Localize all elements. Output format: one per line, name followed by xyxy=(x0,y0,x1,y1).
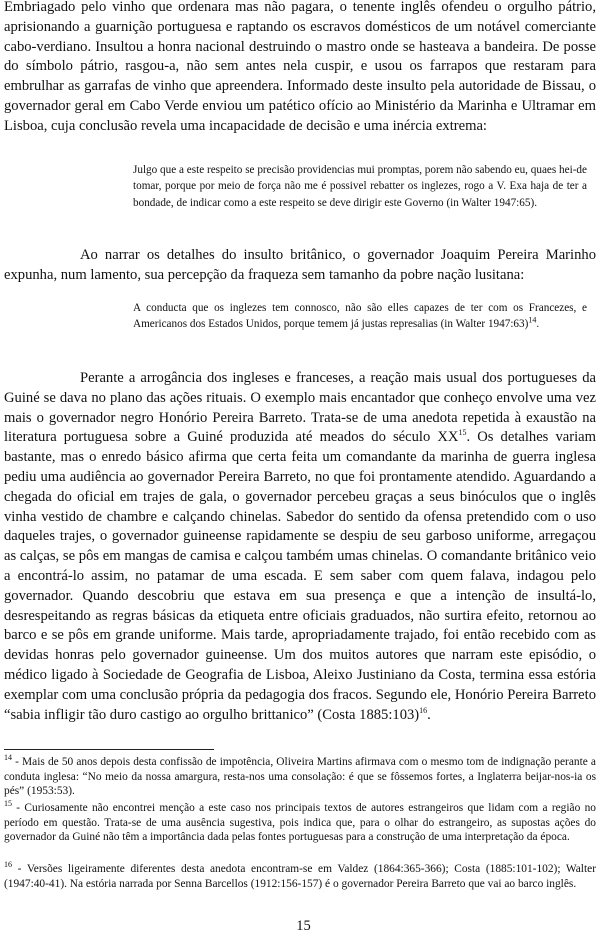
footnote-14-text: - Mais de 50 anos depois desta confissão de impotência, Oliveira Martins afirmava com o mesmo tom de indignação perante a conduta inglesa: “No meio da nossa amargura, resta-nos uma consolação: é que se fôssemos fortes, a Inglaterra beijar-nos-ia os pés” (1953:53). xyxy=(4,756,596,798)
footnote-15 xyxy=(4,801,596,845)
block-quote-2-end: . xyxy=(536,318,540,331)
footnote-divider xyxy=(4,749,214,750)
footnote-ref-16[interactable]: 16 xyxy=(419,705,428,715)
footnote-15-text: - Curiosamente não encontrei menção a este caso nos principais textos de autores estrangeiros que lidam com a região no período em questão. Trata-se de uma ausência sugestiva, pois indica que, para o olhar do estrangeiro, as supostas ações do governador da Guiné não têm a importância dada pelas fontes portuguesas para a construção de uma interpretação da época. xyxy=(4,802,596,844)
footnote-15-number: 15 xyxy=(4,799,12,809)
page-number: 15 xyxy=(296,918,311,934)
footnote-14-number: 14 xyxy=(4,753,12,763)
footnote-16-text: - Versões ligeiramente diferentes desta anedota encontram-se em Valdez (1864:365-366); Costa (1885:101-102); Walter (1947:40-41). Na estória narrada por Senna Barcellos (1912:156-157) é o governador Pereira Barreto que vai ao barco inglês. xyxy=(4,863,596,890)
paragraph-2: Ao narrar os detalhes do insulto britânico, o governador Joaquim Pereira Marinho expunha, num lamento, sua percepção da fraqueza sem tamanho da pobre nação lusitana: xyxy=(4,247,596,283)
block-quote-2 xyxy=(133,300,587,333)
paragraph-3-part-b: . Os detalhes variam bastante, mas o enredo básico afirma que certa feita um comandante da marinha de guerra inglesa pediu uma audiência ao governador Pereira Barreto, no que foi prontamente atendido. Aguardando a chegada do oficial em trajes de gala, o governador percebeu graças a seus binóculos que o inglês vinha vestido de chambre e calçando chinelas. Sabedor do sentido da ofensa pretendido com o uso daqueles trajes, o governador guineense rapidamente se despiu de seu garboso uniforme, arregaçou as calças, se pôs em mangas de camisa e calçou também umas chinelas. O comandante britânico veio a encontrá-lo assim, no patamar de uma escada. E sem saber com quem falava, indagou pelo governador. Quando descobriu que estava em sua presença e que a intenção de insultá-lo, desrespeitando as regras básicas da etiqueta entre oficiais graduados, não surtira efeito, retornou ao barco e se pôs em grande uniforme. Mais tarde, apropriadamente trajado, foi então recebido com as devidas honras pelo governador guineense. Um dos muitos autores que narram este episódio, o médico ligado à Sociedade de Geografia de Lisboa, Aleixo Justiniano da Costa, termina essa estória exemplar com uma conclusão própria da pedagogia dos fracos. Segundo ele, Honório Pereira Barreto “sabia infligir tão duro castigo ao orgulho brittanico” (Costa 1885:103) xyxy=(4,429,596,723)
paragraph-1: Embriagado pelo vinho que ordenara mas não pagara, o tenente inglês ofendeu o orgulho pátrio, aprisionando a guarnição portuguesa e raptando os escravos domésticos de um notável comerciante cabo-verdiano. Insultou a honra nacional destruindo o mastro onde se hasteava a bandeira. De posse do símbolo pátrio, rasgou-a, não sem antes nela cuspir, e usou os farrapos que restaram para embrulhar as garrafas de vinho que apreendera. Informado deste insulto pela autoridade de Bissau, o governador geral em Cabo Verde enviou um patético ofício ao Ministério da Marinha e Ultramar em Lisboa, cuja conclusão revela uma incapacidade de decisão e uma inércia extrema: xyxy=(4,0,596,134)
paragraph-3-end: . xyxy=(427,706,431,723)
footnote-ref-15[interactable]: 15 xyxy=(458,428,467,438)
paragraph-3 xyxy=(4,369,596,725)
block-quote-2-text: A conducta que os inglezes tem connosco, não são elles capazes de ter com os Francezes, e Americanos dos Estados Unidos, porque temem já justas represalias (in Walter 1947:63) xyxy=(133,302,587,331)
footnote-16-number: 16 xyxy=(4,860,12,870)
footnote-16 xyxy=(4,862,596,891)
footnote-14 xyxy=(4,755,596,799)
paragraph-3-part-a: Perante a arrogância dos ingleses e franceses, a reação mais usual dos portugueses da Guiné se dava no plano das ações rituais. O exemplo mais encantador que conheço envolve uma vez mais o governador negro Honório Pereira Barreto. Trata-se de uma anedota repetida à exaustão na literatura portuguesa sobre a Guiné produzida até meados do século XX xyxy=(4,370,596,446)
footnote-ref-14[interactable]: 14 xyxy=(528,315,537,325)
block-quote-1: Julgo que a este respeito se precisão providencias mui promptas, porem não sabendo eu, quaes hei-de tomar, porque por meio de força não me é possivel rebatter os inglezes, rogo a V. Exa haja de ter a bondade, de indicar como a este respeito se deve dirigir este Governo (in Walter 1947:65). xyxy=(133,164,587,209)
